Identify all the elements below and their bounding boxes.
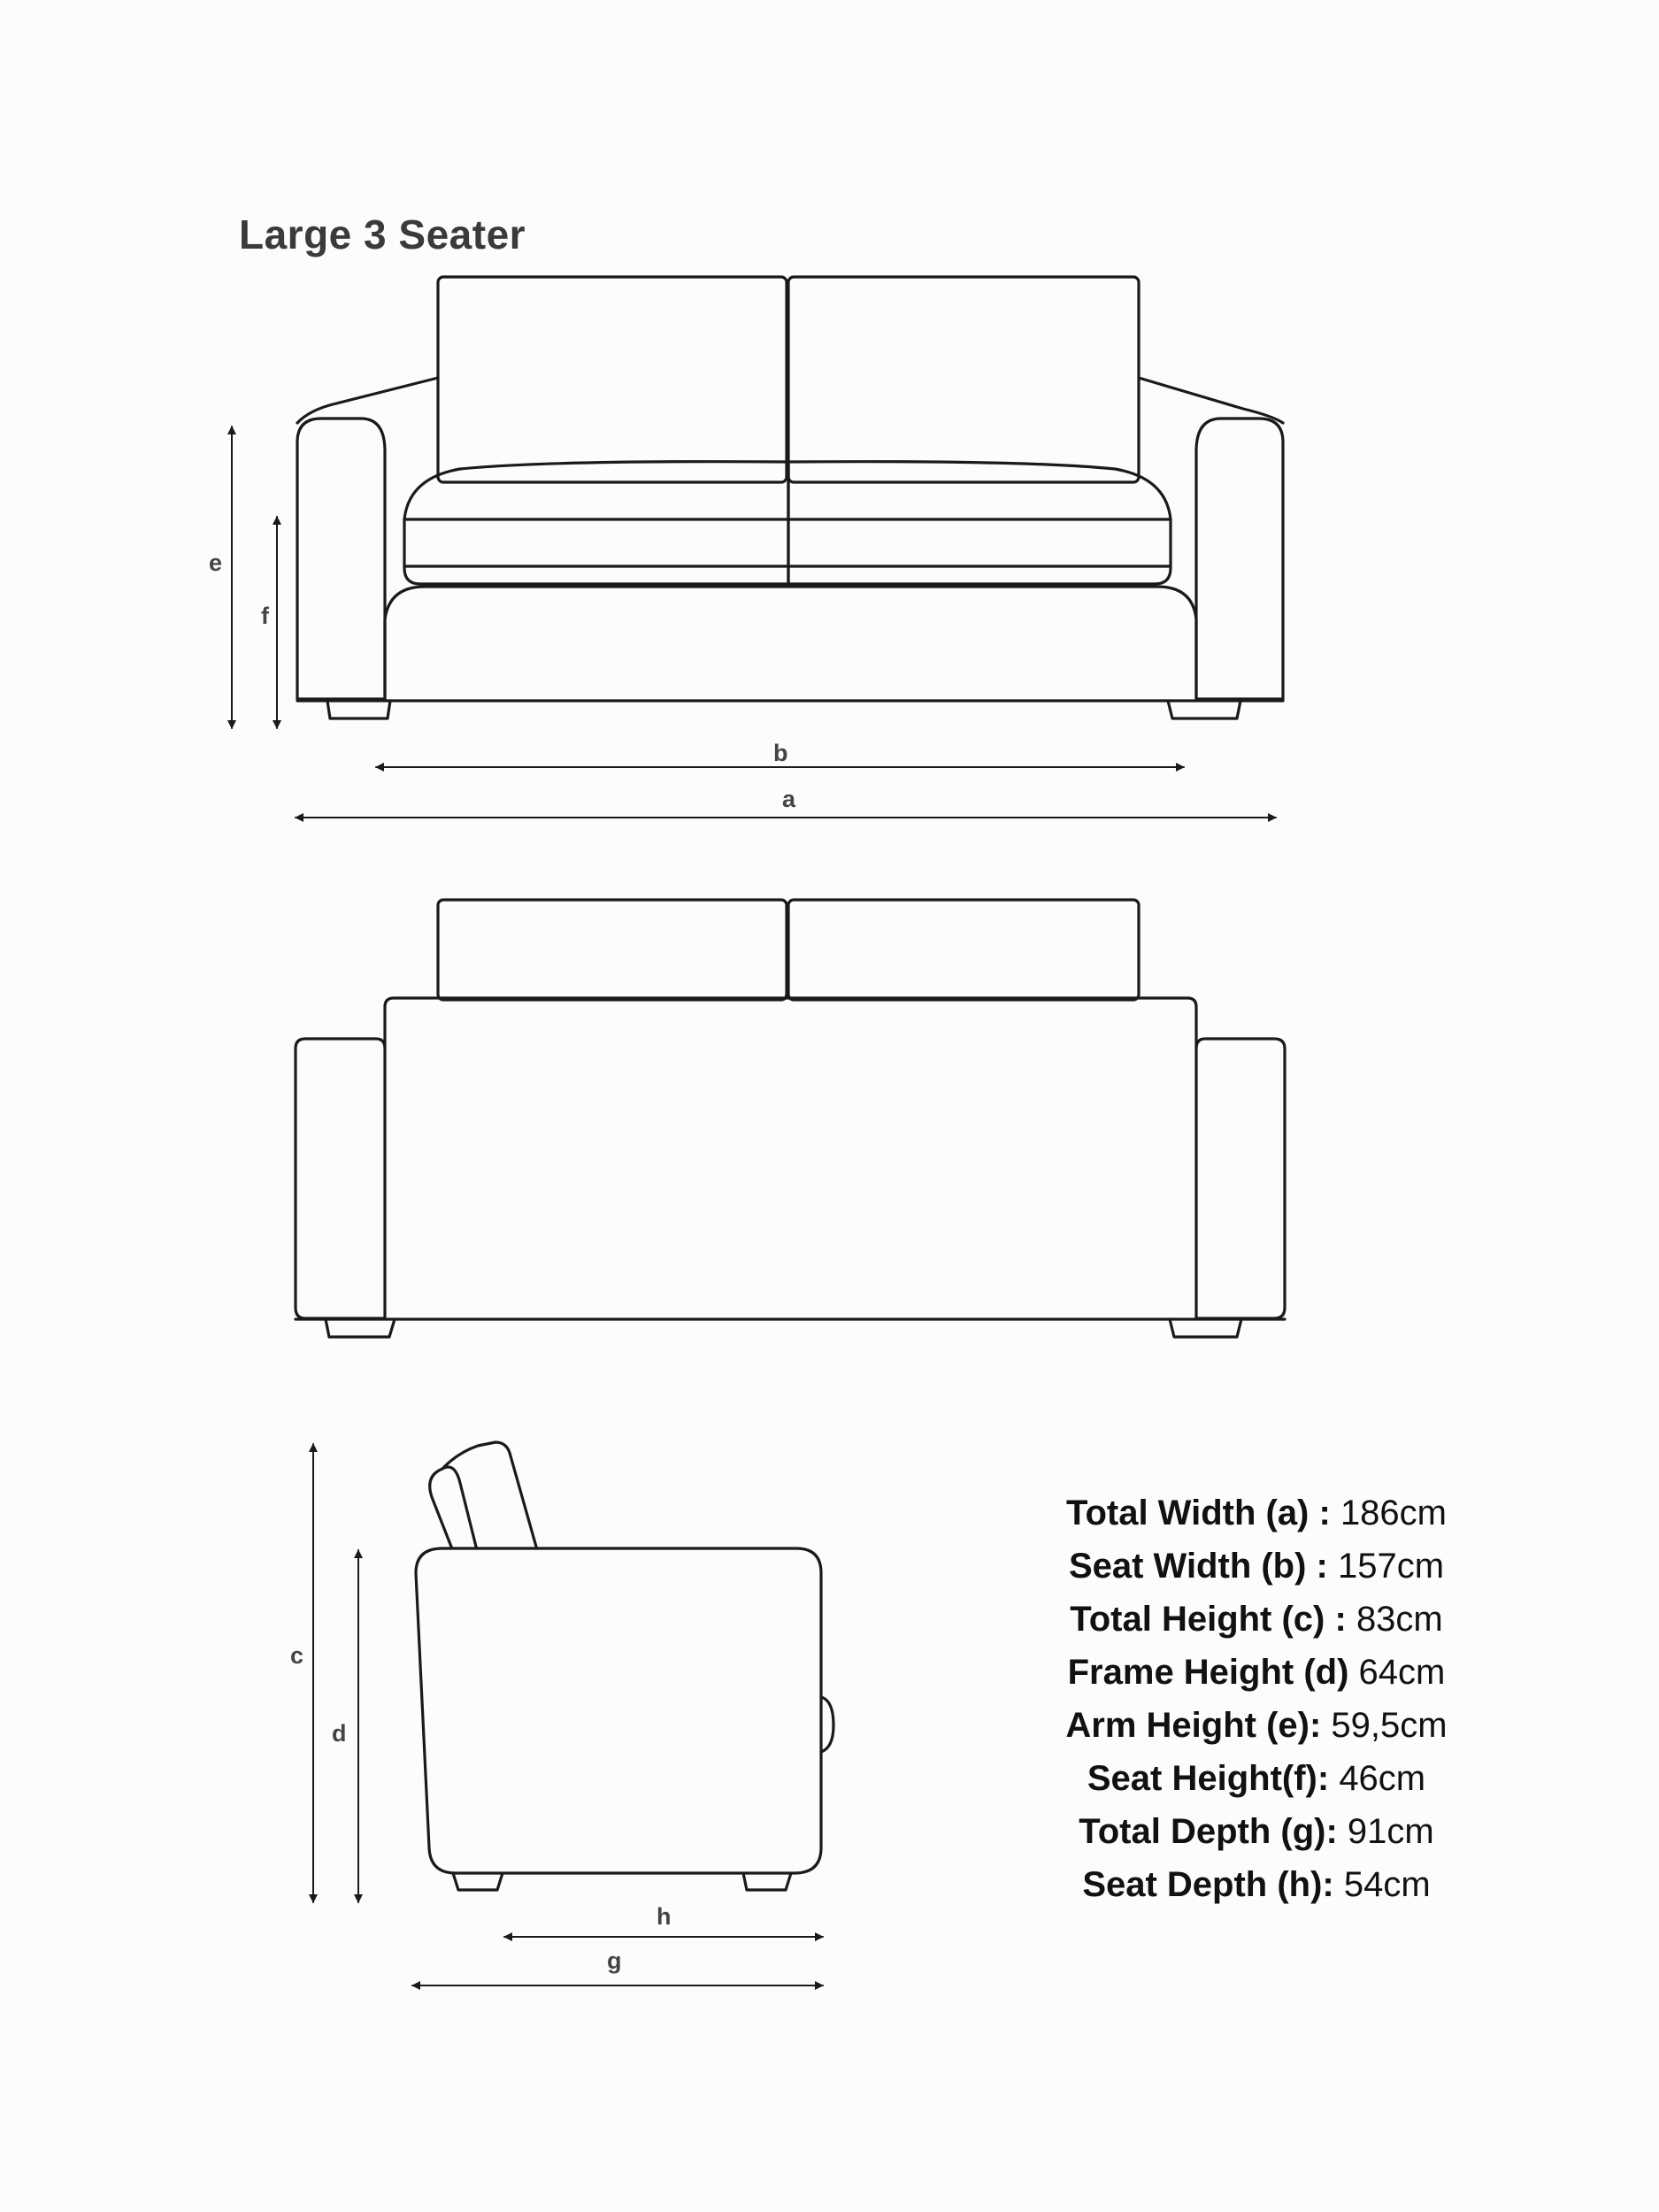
front-arm-back-left: [297, 378, 438, 423]
spec-value: 64cm: [1358, 1653, 1446, 1692]
spec-label: Total Height (c) :: [1070, 1600, 1347, 1639]
front-back-cushion-right: [788, 277, 1139, 482]
spec-value: 46cm: [1339, 1759, 1426, 1798]
dimension-label-a: a: [782, 786, 796, 812]
spec-value: 54cm: [1343, 1865, 1431, 1904]
front-foot-left: [327, 701, 390, 718]
back-arm-left: [296, 1039, 385, 1318]
spec-value: 59,5cm: [1331, 1706, 1448, 1745]
side-body: [416, 1548, 821, 1873]
side-back-cushion: [430, 1442, 536, 1547]
side-foot-back: [743, 1873, 791, 1890]
front-view-sofa: [297, 277, 1283, 718]
back-foot-right: [1170, 1319, 1241, 1337]
spec-arm-height: [973, 1699, 1540, 1752]
front-arm-back-right: [1139, 378, 1283, 423]
spec-label: Total Width (a) :: [1065, 1494, 1331, 1532]
spec-label: Arm Height (e):: [1065, 1706, 1322, 1745]
spec-seat-height: [973, 1752, 1540, 1805]
spec-seat-width: [973, 1540, 1540, 1593]
spec-label: Seat Width (b) :: [1068, 1547, 1328, 1586]
spec-label: Total Depth (g):: [1079, 1812, 1338, 1851]
back-view-sofa: [296, 900, 1285, 1337]
spec-total-width: [973, 1486, 1540, 1540]
dimension-label-g: g: [607, 1947, 622, 1974]
front-dimensions: [209, 426, 1276, 818]
spec-frame-height: [973, 1646, 1540, 1699]
dimension-label-e: e: [209, 549, 223, 576]
back-cushion-right: [788, 900, 1139, 1000]
dimension-label-d: d: [332, 1720, 347, 1747]
front-arm-left: [297, 419, 385, 699]
diagram-title: Large 3 Seater: [239, 211, 526, 257]
spec-value: 157cm: [1338, 1547, 1445, 1586]
dimension-label-f: f: [261, 603, 269, 629]
front-base: [385, 587, 1196, 699]
side-dimensions: [290, 1444, 823, 1985]
front-foot-right: [1168, 701, 1240, 718]
front-back-cushion-left: [438, 277, 787, 482]
back-panel: [385, 998, 1196, 1318]
dimension-label-c: c: [290, 1642, 304, 1669]
spec-value: 91cm: [1347, 1812, 1434, 1851]
side-view-sofa: [416, 1442, 833, 1890]
spec-total-depth: [973, 1805, 1540, 1858]
spec-total-height: [973, 1593, 1540, 1646]
spec-label: Seat Depth (h):: [1082, 1865, 1334, 1904]
spec-value: 186cm: [1340, 1494, 1447, 1532]
back-cushion-left: [438, 900, 787, 1000]
spec-label: Seat Height(f):: [1087, 1759, 1330, 1798]
dimension-label-b: b: [773, 740, 788, 766]
spec-seat-depth: [973, 1858, 1540, 1911]
spec-value: 83cm: [1356, 1600, 1443, 1639]
front-arm-right: [1196, 419, 1283, 699]
side-seat-edge: [821, 1697, 833, 1752]
specifications-list: [973, 1486, 1540, 1911]
back-foot-left: [326, 1319, 395, 1337]
side-foot-front: [453, 1873, 503, 1890]
dimension-label-h: h: [657, 1903, 672, 1930]
spec-label: Frame Height (d): [1067, 1653, 1349, 1692]
back-arm-right: [1196, 1039, 1285, 1318]
